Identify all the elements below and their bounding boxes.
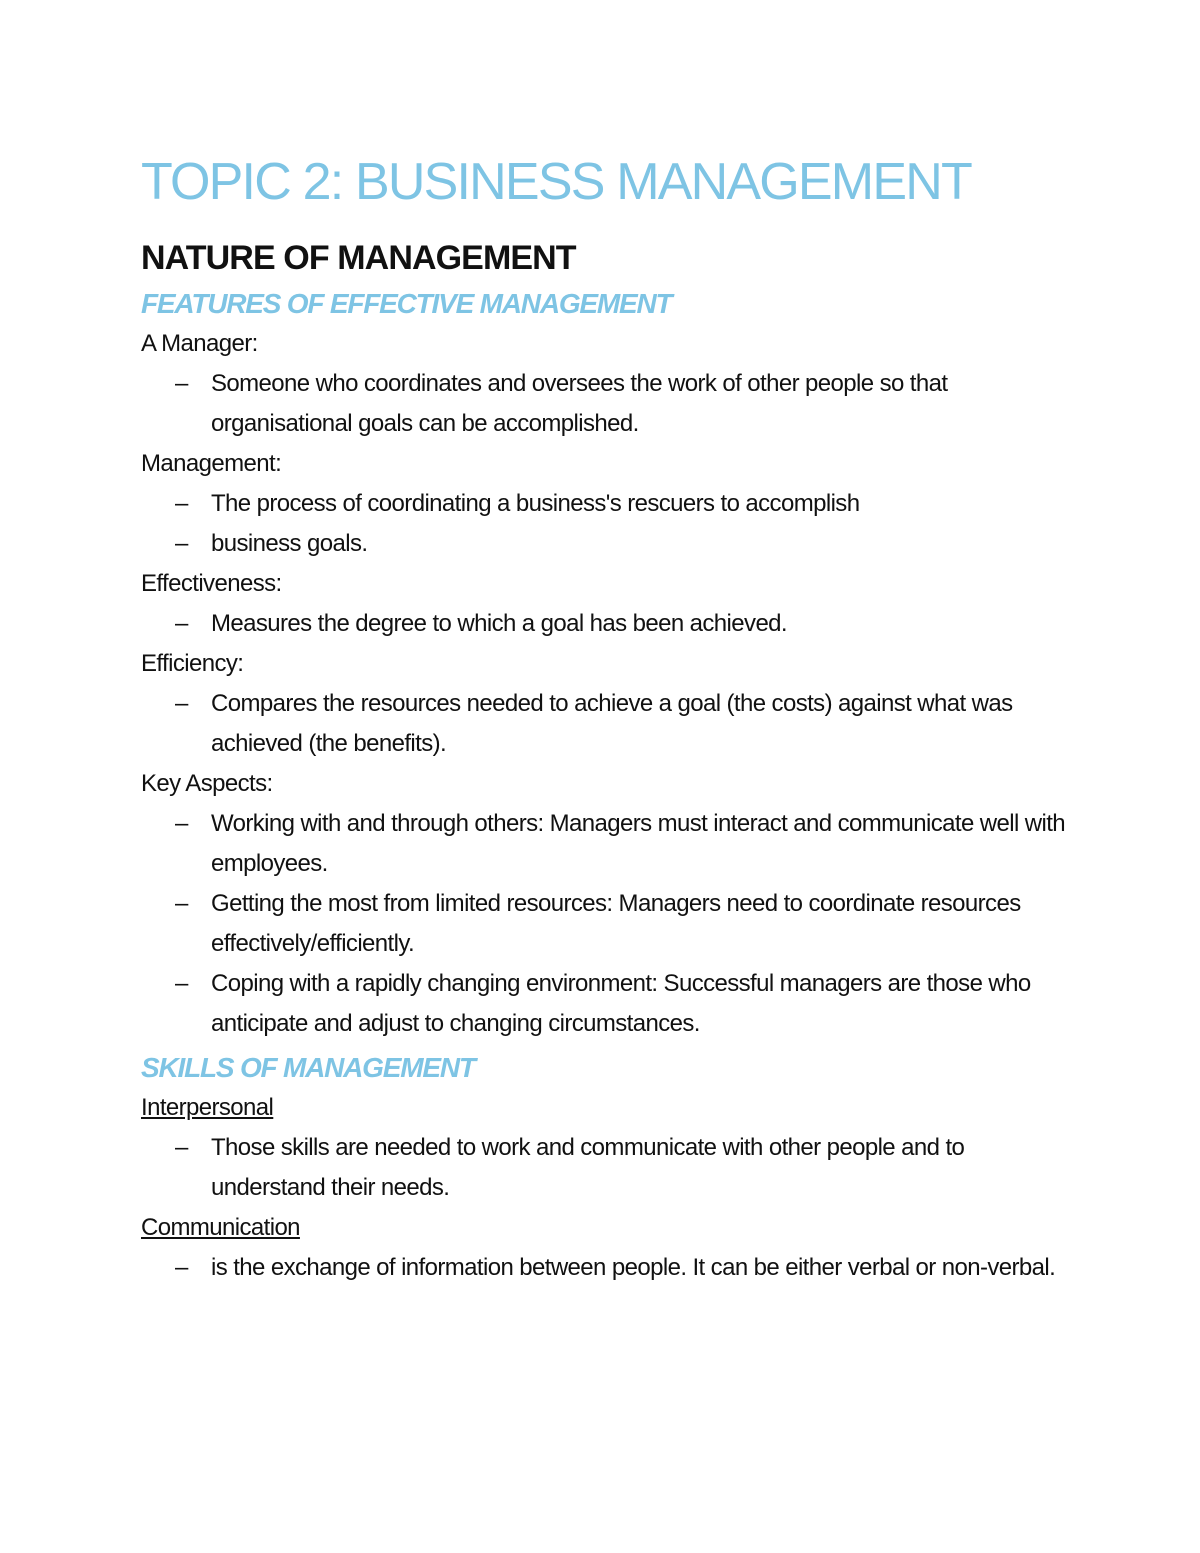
definition-list-key-aspects: [141, 804, 1071, 1044]
term-label-interpersonal: Interpersonal: [141, 1094, 274, 1121]
definition-list-efficiency: [141, 684, 1071, 764]
subheading-skills: SKILLS OF MANAGEMENT: [141, 1052, 475, 1083]
dash-bullet-icon: –: [175, 1254, 188, 1281]
dash-bullet-icon: –: [175, 970, 188, 997]
definition-list-interpersonal: [141, 1128, 1071, 1208]
dash-bullet-icon: –: [175, 1134, 188, 1161]
term-label-communication: Communication: [141, 1214, 300, 1241]
list-item: [141, 1128, 1071, 1208]
list-item: [141, 364, 1071, 444]
term-label-management: Management:: [141, 450, 282, 477]
definition-list-effectiveness: [141, 604, 1071, 644]
list-item-text: is the exchange of information between people. It can be either verbal or non-verbal.: [211, 1254, 1056, 1281]
subheading-features: FEATURES OF EFFECTIVE MANAGEMENT: [141, 288, 672, 319]
list-item-text: Someone who coordinates and oversees the work of other people so that organisational goals can be accomplished.: [211, 370, 948, 437]
term-label-key-aspects: Key Aspects:: [141, 770, 273, 797]
dash-bullet-icon: –: [175, 810, 188, 837]
list-item-text: The process of coordinating a business's rescuers to accomplish: [211, 490, 860, 517]
definition-list-communication: [141, 1248, 1071, 1288]
list-item-text: Getting the most from limited resources: Managers need to coordinate resources effectively/efficiently.: [211, 890, 1021, 957]
definition-list-management: [141, 484, 1071, 564]
definition-list-manager: [141, 364, 1071, 444]
list-item: [141, 604, 1071, 644]
page-title: TOPIC 2: BUSINESS MANAGEMENT: [141, 153, 971, 211]
list-item: [141, 484, 1071, 524]
term-label-effectiveness: Effectiveness:: [141, 570, 282, 597]
list-item: [141, 804, 1071, 884]
term-label-manager: A Manager:: [141, 330, 258, 357]
list-item: [141, 684, 1071, 764]
list-item-text: Working with and through others: Managers must interact and communicate well with employees.: [211, 810, 1066, 877]
list-item: [141, 884, 1071, 964]
list-item-text: Coping with a rapidly changing environment: Successful managers are those who anticipate and adjust to changing circumstances.: [211, 970, 1031, 1037]
dash-bullet-icon: –: [175, 890, 188, 917]
document-page: [141, 150, 1071, 1288]
list-item-text: Measures the degree to which a goal has been achieved.: [211, 610, 788, 637]
dash-bullet-icon: –: [175, 490, 188, 517]
section-heading-nature: NATURE OF MANAGEMENT: [141, 239, 576, 277]
term-label-efficiency: Efficiency:: [141, 650, 244, 677]
dash-bullet-icon: –: [175, 610, 188, 637]
list-item-text: Those skills are needed to work and communicate with other people and to understand their needs.: [211, 1134, 965, 1201]
list-item: [141, 1248, 1071, 1288]
list-item-text: business goals.: [211, 530, 368, 557]
list-item: [141, 964, 1071, 1044]
dash-bullet-icon: –: [175, 690, 188, 717]
list-item: [141, 524, 1071, 564]
dash-bullet-icon: –: [175, 530, 188, 557]
list-item-text: Compares the resources needed to achieve a goal (the costs) against what was achieved (the benefits).: [211, 690, 1013, 757]
dash-bullet-icon: –: [175, 370, 188, 397]
